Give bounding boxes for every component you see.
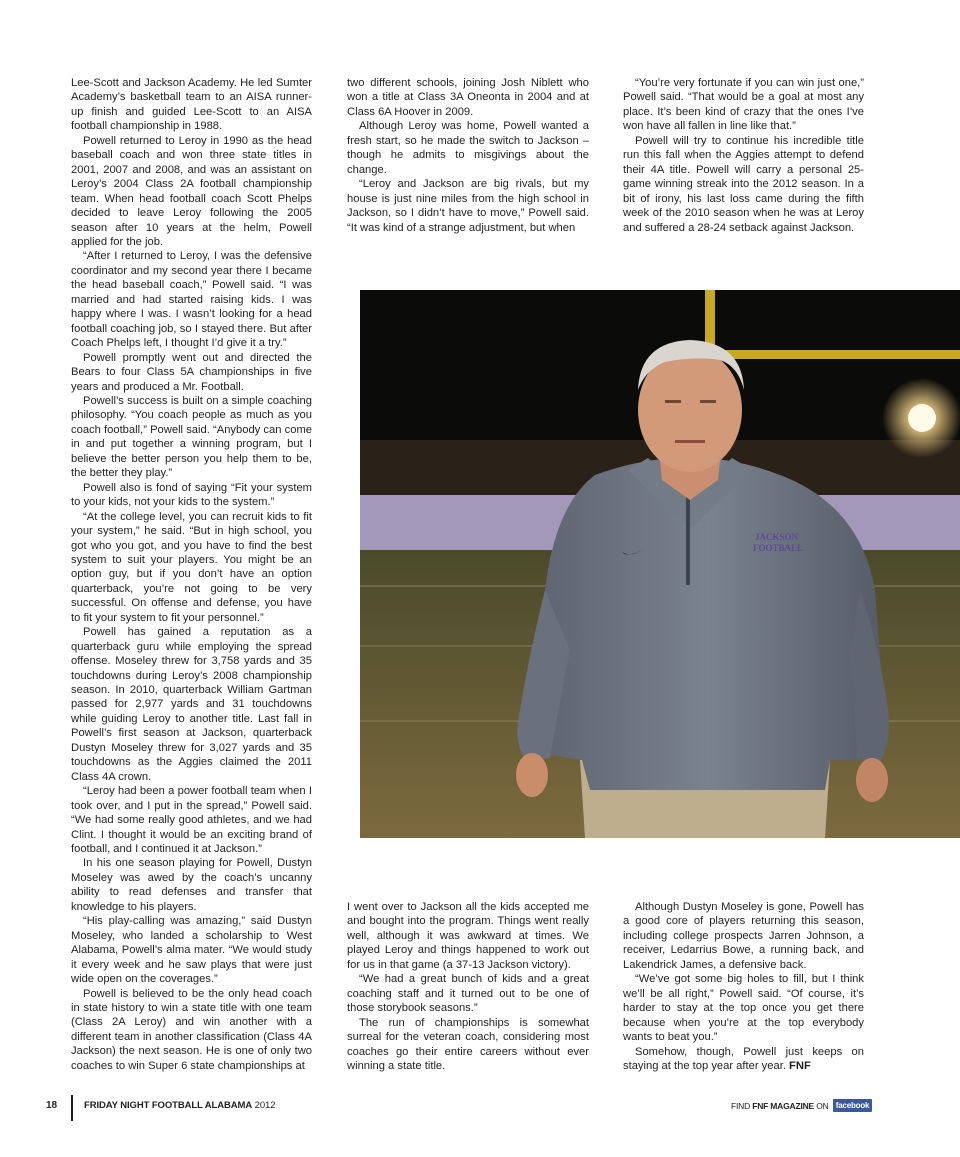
paragraph: Powell returned to Leroy in 1990 as the head baseball coach and won three state titles in 2001, 2007 and 2008, and was an assistant on Leroy’s 2004 Class 2A football championship team. When head football coach Scott Phelps decided to leave Leroy following the 2005 season after 10 years at the helm, Powell applied for the job. — [71, 134, 312, 248]
paragraph: Although Leroy was home, Powell wanted a fresh start, so he made the switch to Jackson – though he admits to misgivings about the change. — [347, 120, 589, 176]
paragraph: Although Dustyn Moseley is gone, Powell has a good core of players returning this season, including college prospects Jarren Johnson, a receiver, Ledarrius Bowe, a running back, and Lakendrick James, a defensive back. — [623, 901, 864, 971]
closing-text: Somehow, though, Powell just keeps on staying at the top year after year. — [623, 1045, 864, 1072]
page-number: 18 — [46, 1100, 58, 1111]
paragraph: Powell is believed to be the only head coach in state history to win a state title with one team (Class 2A Leroy) and win another with a different team in another classification (Class 4A Jackson) the next season. He is one of only two coaches to win Super 6 state championships at — [71, 987, 312, 1072]
paragraph: “At the college level, you can recruit kids to fit your system,” he said. “But in high school, you got who you got, and you have to find the best system to suit your players. You might be an option guy, but if you don’t have an option quarterback, you’re not going to be very successful. On offense and defense, you have to fit your system to fit your personnel.” — [71, 510, 312, 624]
find-prefix: FIND — [731, 1101, 751, 1111]
paragraph: In his one season playing for Powell, Dustyn Moseley was awed by the coach’s uncanny ability to read defenses and transfer that knowledge to his players. — [71, 857, 312, 913]
coach-photo — [360, 290, 960, 838]
page-footer — [0, 1095, 960, 1125]
paragraph: “You’re very fortunate if you can win just one,” Powell said. “That would be a goal at most any place. It’s been kind of crazy that the ones I’ve won have all fallen in line like that.” — [623, 77, 864, 133]
facebook-promo — [731, 1100, 872, 1113]
facebook-icon[interactable]: facebook — [833, 1099, 873, 1112]
end-sign: FNF — [789, 1059, 811, 1072]
magazine-name: FNF MAGAZINE — [752, 1101, 815, 1111]
publication-year: 2012 — [254, 1100, 276, 1111]
paragraph: “Leroy and Jackson are big rivals, but my house is just nine miles from the high school in Jackson, so I didn’t have to move,” Powell said. “It was kind of a strange adjustment, but when — [347, 178, 589, 234]
publication-name: FRIDAY NIGHT FOOTBALL ALABAMA — [84, 1100, 253, 1111]
paragraph: “His play-calling was amazing,” said Dustyn Moseley, who landed a scholarship to West Alabama, Powell’s alma mater. “We would study it every week and he saw plays that were just wide open on the coverages.” — [71, 915, 312, 986]
publication-title — [84, 1100, 275, 1111]
article-column-2-bottom — [347, 900, 589, 1073]
paragraph: I went over to Jackson all the kids accepted me and bought into the program. Things went really well, although it was awkward at times. We played Leroy and things happened to work out for us in that game (a 37-13 Jackson victory). — [347, 901, 589, 971]
paragraph: Powell has gained a reputation as a quarterback guru while employing the spread offense. Moseley threw for 3,758 yards and 35 touchdowns during Leroy’s 2008 championship season. In 2010, quarterback William Gartman passed for 2,977 yards and 31 touchdowns while guiding Leroy to another title. Last fall in Powell’s first season at Jackson, quarterback Dustyn Moseley threw for 3,027 yards and 35 touchdowns as the Aggies claimed the 2011 Class 4A crown. — [71, 626, 312, 783]
on-text: ON — [816, 1101, 829, 1111]
jacket-logo-line2: FOOTBALL — [753, 543, 804, 553]
paragraph: “After I returned to Leroy, I was the defensive coordinator and my second year there I became the head baseball coach,” Powell said. “I was married and had started raising kids. I was happy where I was. I wasn’t looking for a head football coaching job, so I stayed there. But after Coach Phelps left, I thought I’d give it a try.” — [71, 250, 312, 350]
paragraph: “Leroy had been a power football team when I took over, and I put in the spread,” Powell said. “We had some really good athletes, and we had Clint. I thought it would be an exciting brand of football, and I continued it at Jackson.” — [71, 785, 312, 856]
paragraph: The run of championships is somewhat surreal for the veteran coach, considering most coaches go their entire careers without ever winning a state title. — [347, 1016, 589, 1072]
article-column-3-top — [623, 76, 864, 235]
article-column-1 — [71, 76, 312, 1073]
paragraph: Lee-Scott and Jackson Academy. He led Sumter Academy’s basketball team to an AISA runner-up finish and guided Lee-Scott to an AISA football championship in 1988. — [71, 77, 312, 133]
article-column-3-bottom — [623, 900, 864, 1073]
paragraph: Powell’s success is built on a simple coaching philosophy. “You coach people as much as you coach football,” Powell said. “Anybody can come in and put together a winning program, but I believe the better person you help them to be, the better they play.” — [71, 394, 312, 480]
paragraph: “We’ve got some big holes to fill, but I think we’ll be all right,” Powell said. “Of course, it’s harder to stay at the top once you get there because when you’re at the top everybody wants to beat you.” — [623, 973, 864, 1044]
paragraph: “We had a great bunch of kids and a great coaching staff and it turned out to be one of those storybook seasons.” — [347, 973, 589, 1015]
article-column-2-top — [347, 76, 589, 235]
paragraph: Powell also is fond of saying “Fit your system to your kids, not your kids to the system.” — [71, 481, 312, 509]
paragraph: Powell will try to continue his incredible title run this fall when the Aggies attempt to defend their 4A title. Powell will carry a personal 25-game winning streak into the 2012 season. In a bit of irony, his last loss came during the fifth week of the 2010 season when he was at Leroy and suffered a 28-24 setback against Jackson. — [623, 134, 864, 234]
paragraph — [623, 1045, 864, 1074]
jacket-logo-line1: JACKSON — [755, 532, 799, 542]
paragraph: two different schools, joining Josh Niblett who won a title at Class 3A Oneonta in 2004 and at Class 6A Hoover in 2009. — [347, 77, 589, 118]
coach-photo-illustration — [360, 290, 960, 838]
paragraph: Powell promptly went out and directed the Bears to four Class 5A championships in five years and produced a Mr. Football. — [71, 351, 312, 393]
footer-divider — [71, 1095, 73, 1121]
